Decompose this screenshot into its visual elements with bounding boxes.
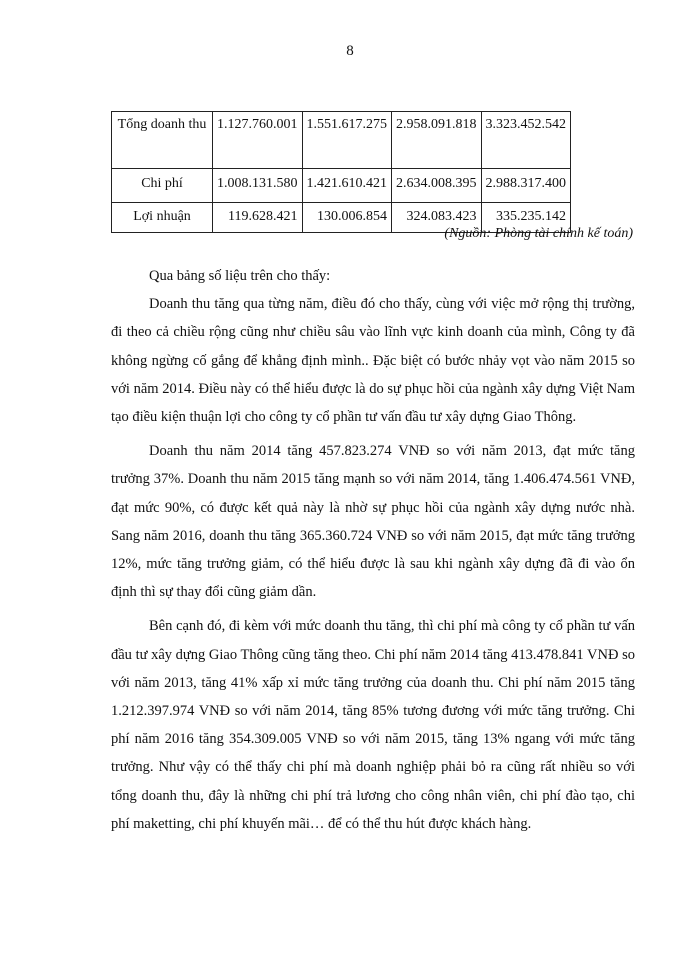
table-cell: 1.127.760.001 bbox=[213, 112, 303, 169]
page-number: 8 bbox=[346, 43, 354, 59]
table-cell: 1.551.617.275 bbox=[302, 112, 392, 169]
paragraph: Doanh thu tăng qua từng năm, điều đó cho thấy, cùng với việc mở rộng thị trường, đi theo cả chiều rộng cũng như chiều sâu vào lĩnh vực kinh doanh của mình, Công ty đã không ngừng cố gắng để khẳng định mình.. Đặc biệt có bước nhảy vọt vào năm 2015 so với năm 2014. Điều này có thể hiểu được là do sự phục hồi của ngành xây dựng Việt Nam tạo điều kiện thuận lợi cho công ty cổ phần tư vấn đầu tư xây dựng Giao Thông. bbox=[111, 296, 635, 426]
row-label: Tổng doanh thu bbox=[112, 112, 213, 169]
table-cell: 1.008.131.580 bbox=[213, 169, 303, 203]
table-cell: 324.083.423 bbox=[392, 203, 482, 233]
table-cell: 3.323.452.542 bbox=[481, 112, 571, 169]
financial-table bbox=[111, 111, 571, 233]
body-text bbox=[111, 262, 635, 844]
table-cell: 2.958.091.818 bbox=[392, 112, 482, 169]
table-cell: 335.235.142 bbox=[481, 203, 571, 233]
table-cell: 1.421.610.421 bbox=[302, 169, 392, 203]
table-source-note: (Nguồn: Phòng tài chính kế toán) bbox=[444, 226, 633, 241]
paragraph: Bên cạnh đó, đi kèm với mức doanh thu tăng, thì chi phí mà công ty cổ phần tư vấn đầu tư xây dựng Giao Thông cũng tăng theo. Chi phí năm 2014 tăng 413.478.841 VNĐ so với năm 2013, tăng 41% xấp xỉ mức tăng trưởng của doanh thu. Chi phí năm 2015 tăng 1.212.397.974 VNĐ so với năm 2014, tăng 85% tương đương với mức tăng trưởng. Chi phí năm 2016 tăng 354.309.005 VNĐ so với năm 2015, tăng 13% ngang với mức tăng trưởng. Như vậy có thể thấy chi phí mà doanh nghiệp phải bỏ ra cũng rất nhiều so với tổng doanh thu, đây là những chi phí trả lương cho công nhân viên, chi phí đào tạo, chi phí maketting, chi phí khuyến mãi… để có thể thu hút được khách hàng. bbox=[111, 618, 635, 832]
table-row-revenue bbox=[112, 112, 571, 169]
table-cell: 2.634.008.395 bbox=[392, 169, 482, 203]
intro-paragraph: Qua bảng số liệu trên cho thấy: bbox=[149, 268, 331, 284]
paragraph: Doanh thu năm 2014 tăng 457.823.274 VNĐ so với năm 2013, đạt mức tăng trưởng 37%. Doanh thu năm 2015 tăng mạnh so với năm 2014, tăng 1.406.474.561 VNĐ, đạt mức 90%, có được kết quả này là nhờ sự phục hồi của ngành xây dựng nước nhà. Sang năm 2016, doanh thu tăng 365.360.724 VNĐ so với năm 2015, đạt mức tăng trưởng 12%, mức tăng trưởng giảm, có thể hiểu được là sau khi ngành xây dựng đã đi vào ổn định thì sự thay đổi cũng giảm dần. bbox=[111, 443, 635, 601]
row-label: Chi phí bbox=[112, 169, 213, 203]
row-label: Lợi nhuận bbox=[112, 203, 213, 233]
table-row-cost bbox=[112, 169, 571, 203]
table-cell: 130.006.854 bbox=[302, 203, 392, 233]
table-cell: 119.628.421 bbox=[213, 203, 303, 233]
table-cell: 2.988.317.400 bbox=[481, 169, 571, 203]
